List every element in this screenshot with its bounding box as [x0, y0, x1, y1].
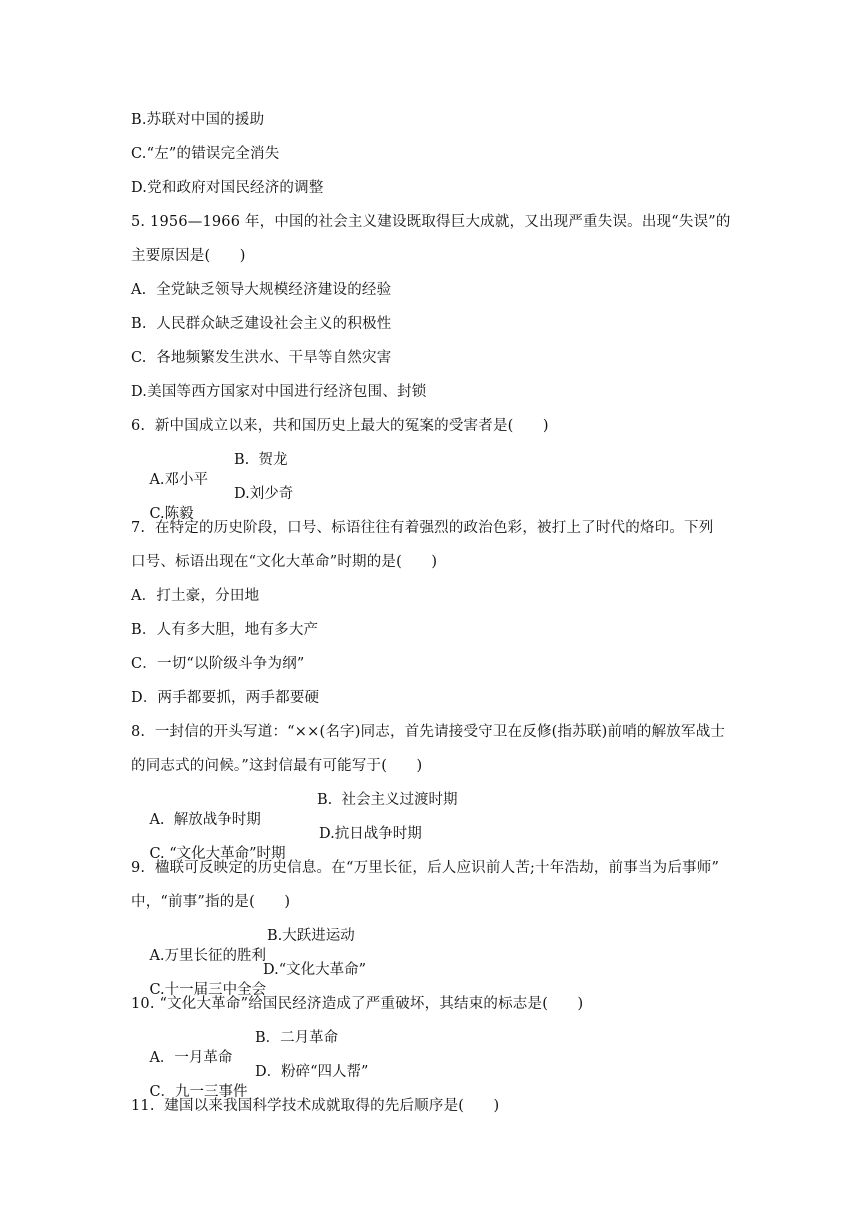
question-9-option-a: A.万里长征的胜利 — [149, 948, 267, 964]
question-9-stem-cont: 中，“前事”指的是( ) — [131, 894, 291, 910]
option-line: C.“左”的错误完全消失 — [131, 146, 280, 162]
question-6-option-d: D.刘少奇 — [234, 486, 294, 502]
option-line: B.苏联对中国的援助 — [131, 112, 265, 128]
question-8-option-d: D.抗日战争时期 — [319, 826, 422, 842]
question-5-option-d: D.美国等西方国家对中国进行经济包围、封锁 — [131, 384, 427, 400]
question-10-option-d: D．粉碎“四人帮” — [255, 1064, 369, 1080]
question-5-stem-cont: 主要原因是( ) — [131, 248, 246, 264]
question-5-option-a: A. 全党缺乏领导大规模经济建设的经验 — [131, 282, 392, 298]
question-7-stem: 7. 在特定的历史阶段，口号、标语往往有着强烈的政治色彩，被打上了时代的烙印。下列 — [131, 520, 714, 536]
question-8-stem-cont: 的同志式的问候。”这封信最有可能写于( ) — [131, 758, 423, 774]
question-6-option-b: B. 贺龙 — [234, 452, 288, 468]
question-10-option-c: C．九一三事件 — [149, 1084, 248, 1100]
question-5-stem: 5. 1956—1966 年，中国的社会主义建设既取得巨大成就，又出现严重失误。出现“失误”的 — [131, 214, 731, 230]
question-9-option-c: C.十一届三中全会 — [149, 982, 267, 998]
question-5-option-b: B. 人民群众缺乏建设社会主义的积极性 — [131, 316, 392, 332]
question-10-stem: 10. “文化大革命”给国民经济造成了严重破坏，其结束的标志是( ) — [131, 996, 584, 1012]
question-9-option-b: B.大跃进运动 — [267, 928, 355, 944]
question-5-option-c: C. 各地频繁发生洪水、干旱等自然灾害 — [131, 350, 392, 366]
question-7-option-c: C．一切“以阶级斗争为纲” — [131, 656, 305, 672]
question-8-option-b: B. 社会主义过渡时期 — [317, 792, 458, 808]
question-9-stem: 9. 楹联可反映定的历史信息。在“万里长征，后人应识前人苦;十年浩劫，前事当为后事师” — [131, 860, 720, 876]
question-7-option-b: B．人有多大胆，地有多大产 — [131, 622, 319, 638]
question-6-option-c: C.陈毅 — [149, 506, 194, 522]
question-7-stem-cont: 口号、标语出现在“文化大革命”时期的是( ) — [131, 554, 438, 570]
question-10-option-b: B．二月革命 — [255, 1030, 339, 1046]
question-8-stem: 8. 一封信的开头写道：“××(名字)同志，首先请接受守卫在反修(指苏联)前哨的解放军战士 — [131, 724, 726, 740]
question-8-option-c: C. “文化大革命”时期 — [149, 846, 286, 862]
question-8-option-a: A. 解放战争时期 — [149, 812, 261, 828]
question-7-option-a: A．打土豪，分田地 — [131, 588, 260, 604]
question-6-option-a: A.邓小平 — [149, 472, 209, 488]
question-9-option-d: D.“文化大革命” — [263, 962, 367, 978]
question-10-option-a: A．一月革命 — [149, 1050, 233, 1066]
question-11-stem: 11. 建国以来我国科学技术成就取得的先后顺序是( ) — [131, 1098, 500, 1114]
question-6-stem: 6. 新中国成立以来，共和国历史上最大的冤案的受害者是( ) — [131, 418, 549, 434]
question-7-option-d: D．两手都要抓，两手都要硬 — [131, 690, 320, 706]
option-line: D.党和政府对国民经济的调整 — [131, 180, 324, 196]
